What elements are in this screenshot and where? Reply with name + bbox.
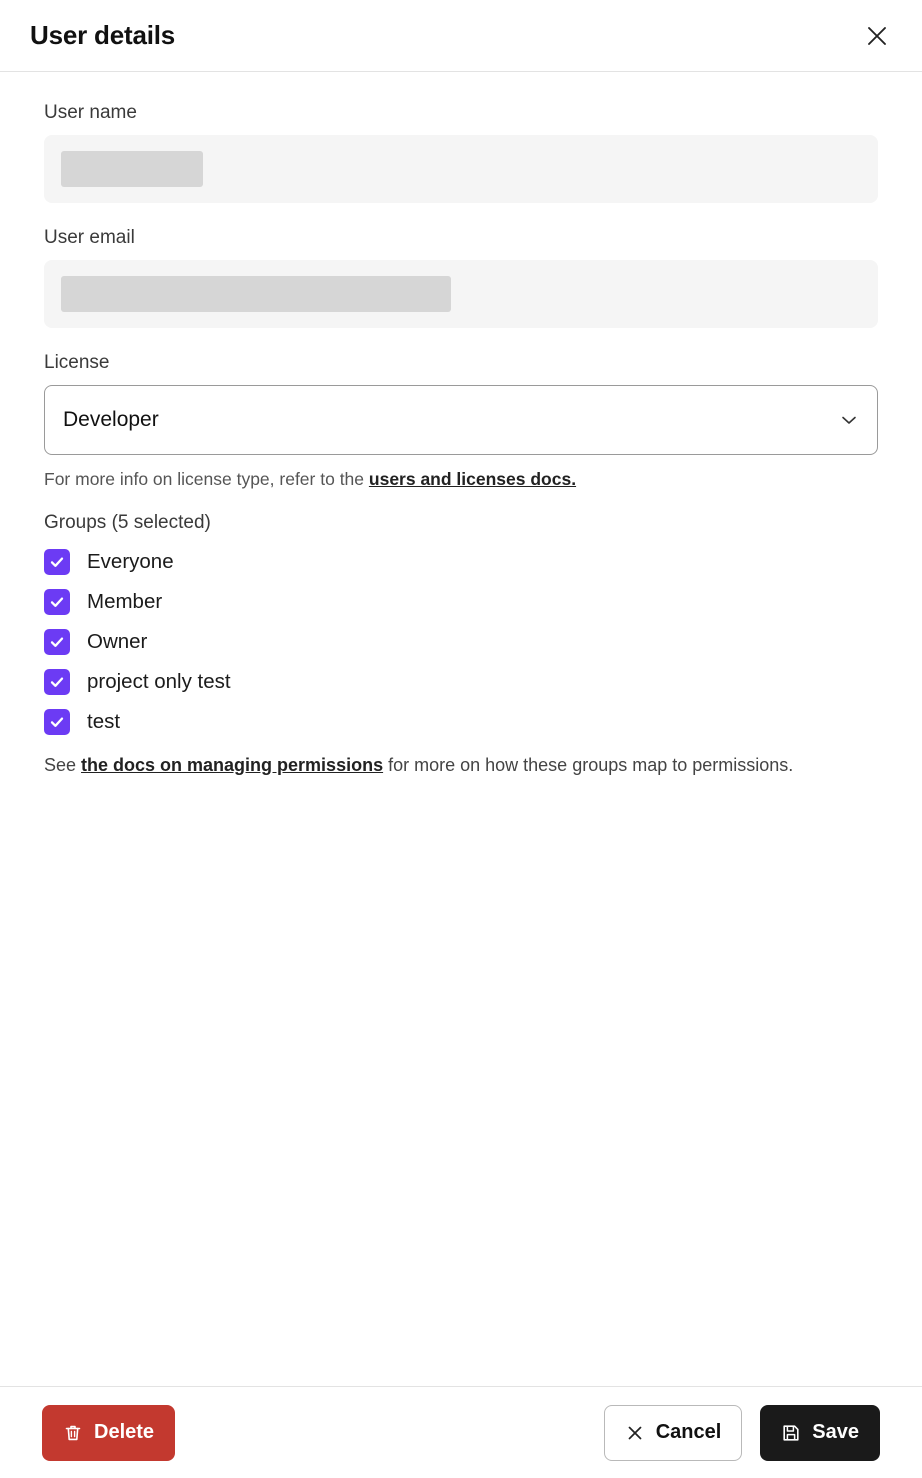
- list-item[interactable]: [44, 666, 878, 698]
- groups-footnote-suffix: for more on how these groups map to permissions.: [383, 755, 794, 775]
- groups-title: Groups (5 selected): [44, 512, 211, 533]
- trash-icon: [63, 1423, 83, 1443]
- user-name-redacted-value: [61, 151, 203, 187]
- panel-header: [0, 0, 922, 72]
- save-button[interactable]: [760, 1405, 880, 1461]
- cancel-button-label: Cancel: [655, 1421, 722, 1443]
- list-item[interactable]: [44, 586, 878, 618]
- checkbox-checked-icon[interactable]: [44, 669, 70, 695]
- group-label: test: [87, 710, 121, 733]
- save-disk-icon: [781, 1423, 801, 1443]
- footer-actions: [604, 1405, 880, 1461]
- checkbox-checked-icon[interactable]: [44, 629, 70, 655]
- user-email-redacted-value: [61, 276, 451, 312]
- checkbox-checked-icon[interactable]: [44, 709, 70, 735]
- user-email-field: [44, 260, 878, 328]
- user-name-field: [44, 135, 878, 203]
- close-icon[interactable]: [860, 19, 894, 53]
- list-item[interactable]: [44, 706, 878, 738]
- cancel-button[interactable]: [604, 1405, 743, 1461]
- groups-footnote: [44, 752, 878, 780]
- panel-footer: [0, 1386, 922, 1478]
- save-button-label: Save: [812, 1421, 859, 1443]
- panel-body: [0, 72, 922, 1386]
- license-select[interactable]: [44, 385, 878, 455]
- close-icon: [625, 1423, 645, 1443]
- page-title: User details: [30, 20, 176, 50]
- groups-footnote-prefix: See: [44, 755, 82, 775]
- user-email-label: User email: [44, 227, 135, 248]
- users-and-licenses-docs-link[interactable]: users and licenses docs.: [368, 469, 577, 489]
- group-label: Owner: [87, 630, 148, 653]
- user-name-label: User name: [44, 102, 137, 123]
- delete-button-label: Delete: [94, 1421, 155, 1443]
- license-label: License: [44, 352, 110, 373]
- chevron-down-icon: [839, 410, 859, 430]
- license-helper-prefix: For more info on license type, refer to the: [44, 469, 369, 489]
- managing-permissions-docs-link[interactable]: the docs on managing permissions: [81, 755, 384, 775]
- delete-button[interactable]: [42, 1405, 175, 1461]
- group-label: project only test: [87, 670, 231, 693]
- license-helper-text: [44, 469, 878, 490]
- group-label: Everyone: [87, 550, 174, 573]
- checkbox-checked-icon[interactable]: [44, 589, 70, 615]
- list-item[interactable]: [44, 626, 878, 658]
- license-selected-value: Developer: [63, 408, 159, 431]
- group-label: Member: [87, 590, 163, 613]
- list-item[interactable]: [44, 546, 878, 578]
- checkbox-checked-icon[interactable]: [44, 549, 70, 575]
